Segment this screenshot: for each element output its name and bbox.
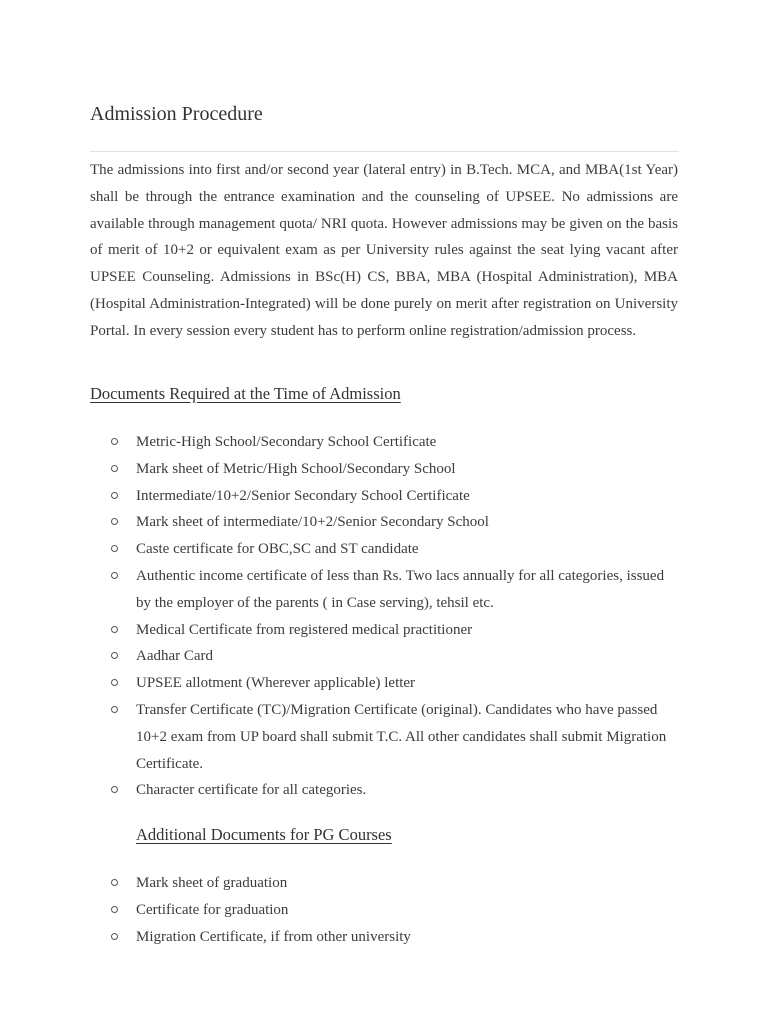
- list-item-text: UPSEE allotment (Wherever applicable) letter: [136, 675, 416, 692]
- list-item-text: Mark sheet of intermediate/10+2/Senior Secondary School: [136, 514, 489, 531]
- list-item-text: Certificate for graduation: [136, 901, 289, 918]
- list-item: [0, 456, 768, 483]
- list-item: [0, 924, 768, 951]
- list-item-text: Intermediate/10+2/Senior Secondary School Certificate: [136, 487, 470, 504]
- list-item: [0, 643, 768, 670]
- list-item: [0, 536, 768, 563]
- circle-bullet-icon: [111, 572, 118, 579]
- list-item: [0, 870, 768, 897]
- pg-documents-heading: Additional Documents for PG Courses: [136, 825, 392, 844]
- documents-heading: Documents Required at the Time of Admission: [90, 384, 401, 403]
- list-item-text: Transfer Certificate (TC)/Migration Certificate (original). Candidates who have passed 10+2 exam from UP board shall submit T.C. All other candidates shall submit Migration Certificate.: [136, 701, 667, 772]
- list-item-text: Migration Certificate, if from other university: [136, 928, 411, 945]
- intro-paragraph: The admissions into first and/or second year (lateral entry) in B.Tech. MCA, and MBA(1st Year) shall be through the entrance examination and the counseling of UPSEE. No admissions are available through management quota/ NRI quota. However admissions may be given on the basis of merit of 10+2 or equivalent exam as per University rules against the seat lying vacant after UPSEE Counseling. Admissions in BSc(H) CS, BBA, MBA (Hospital Administration), MBA (Hospital Administration-Integrated) will be done purely on merit after registration on University Portal. In every session every student has to perform online registration/admission process.: [90, 162, 678, 339]
- title-divider: [90, 151, 679, 152]
- list-item: [0, 483, 768, 510]
- list-item-text: Mark sheet of graduation: [136, 875, 288, 891]
- list-item: [0, 429, 768, 456]
- circle-bullet-icon: [111, 879, 118, 886]
- list-item: [0, 777, 768, 804]
- circle-bullet-icon: [111, 652, 118, 659]
- list-item-text: Caste certificate for OBC,SC and ST candidate: [136, 541, 419, 558]
- list-item-text: Metric-High School/Secondary School Certificate: [136, 434, 437, 450]
- circle-bullet-icon: [111, 679, 118, 686]
- circle-bullet-icon: [111, 626, 118, 633]
- documents-list: [0, 429, 768, 804]
- circle-bullet-icon: [111, 518, 118, 525]
- list-item: [0, 670, 768, 697]
- page-title: Admission Procedure: [90, 103, 263, 125]
- list-item: [0, 697, 768, 777]
- circle-bullet-icon: [111, 465, 118, 472]
- list-item-text: Authentic income certificate of less than Rs. Two lacs annually for all categories, issued by the employer of the parents ( in Case serving), tehsil etc.: [136, 567, 665, 611]
- list-item: [0, 897, 768, 924]
- pg-documents-list: [0, 870, 768, 950]
- list-item-text: Character certificate for all categories.: [136, 782, 367, 799]
- circle-bullet-icon: [111, 933, 118, 940]
- circle-bullet-icon: [111, 438, 118, 445]
- list-item: [0, 563, 768, 617]
- list-item: [0, 617, 768, 644]
- circle-bullet-icon: [111, 706, 118, 713]
- circle-bullet-icon: [111, 906, 118, 913]
- list-item: [0, 509, 768, 536]
- list-item-text: Aadhar Card: [136, 648, 214, 665]
- list-item-text: Mark sheet of Metric/High School/Secondary School: [136, 460, 456, 477]
- circle-bullet-icon: [111, 545, 118, 552]
- list-item-text: Medical Certificate from registered medical practitioner: [136, 621, 473, 638]
- circle-bullet-icon: [111, 786, 118, 793]
- circle-bullet-icon: [111, 492, 118, 499]
